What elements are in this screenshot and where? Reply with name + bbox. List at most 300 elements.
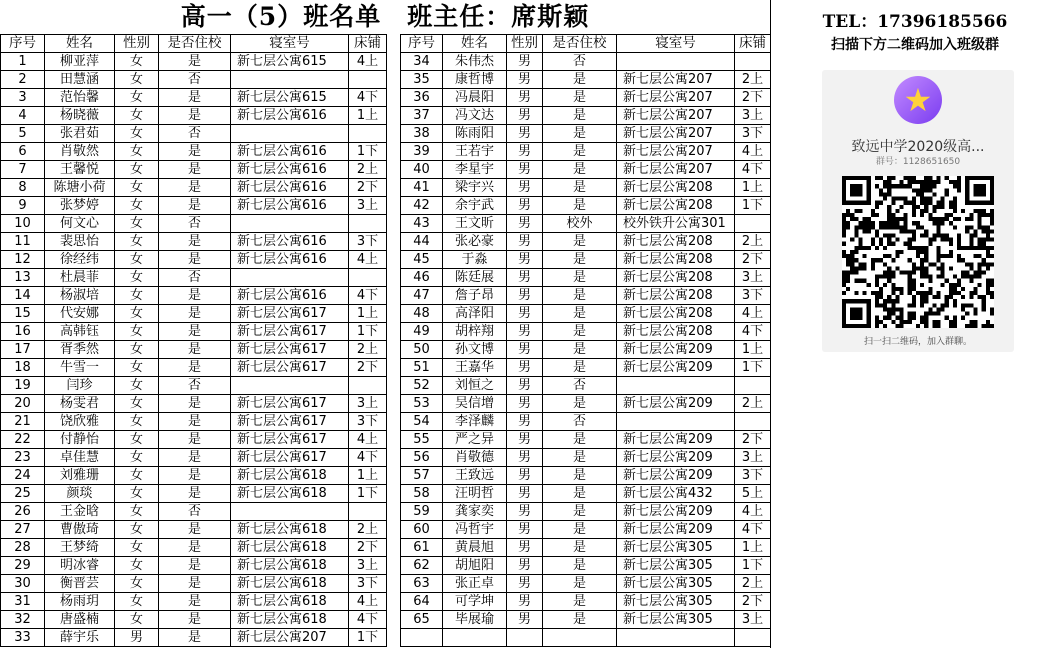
- cell-boarding: 是: [159, 539, 231, 557]
- cell-number: 48: [401, 305, 443, 323]
- cell-gender: 男: [507, 323, 543, 341]
- cell-dorm: 新七层公寓618: [231, 593, 349, 611]
- table-row: [401, 161, 771, 179]
- scan-instruction: 扫描下方二维码加入班级群: [831, 37, 999, 53]
- cell-gender: 男: [507, 377, 543, 395]
- cell-name: 颜琰: [45, 485, 115, 503]
- cell-dorm: [231, 215, 349, 233]
- cell-bed: 2上: [735, 395, 771, 413]
- cell-number: 37: [401, 107, 443, 125]
- cell-number: 22: [1, 431, 45, 449]
- cell-bed: 4上: [349, 431, 387, 449]
- table-row: [1, 413, 387, 431]
- cell-bed: [735, 629, 771, 647]
- cell-gender: 女: [115, 323, 159, 341]
- page-title: 高一（5）班名单 班主任：席斯颖: [180, 2, 590, 31]
- cell-name: 王若宇: [443, 143, 507, 161]
- cell-boarding: 是: [159, 359, 231, 377]
- cell-number: 56: [401, 449, 443, 467]
- cell-gender: 男: [507, 143, 543, 161]
- cell-number: 55: [401, 431, 443, 449]
- cell-name: 唐盛楠: [45, 611, 115, 629]
- cell-boarding: 是: [159, 611, 231, 629]
- cell-name: 徐经纬: [45, 251, 115, 269]
- cell-dorm: 新七层公寓617: [231, 431, 349, 449]
- cell-name: 衡晋芸: [45, 575, 115, 593]
- cell-name: 王致远: [443, 467, 507, 485]
- cell-boarding: 是: [159, 107, 231, 125]
- cell-number: 4: [1, 107, 45, 125]
- cell-boarding: 是: [159, 413, 231, 431]
- column-header: 寝室号: [231, 35, 349, 53]
- cell-bed: 3下: [735, 467, 771, 485]
- roster-table-left: [0, 34, 387, 647]
- cell-bed: 3上: [735, 269, 771, 287]
- table-row: [401, 359, 771, 377]
- cell-name: 高泽阳: [443, 305, 507, 323]
- table-row: [401, 521, 771, 539]
- cell-name: 余宇武: [443, 197, 507, 215]
- cell-bed: 4下: [735, 161, 771, 179]
- cell-gender: 女: [115, 143, 159, 161]
- cell-name: 付静怡: [45, 431, 115, 449]
- cell-dorm: 新七层公寓209: [617, 467, 735, 485]
- cell-bed: 3上: [349, 197, 387, 215]
- table-row: [1, 467, 387, 485]
- table-row: [401, 431, 771, 449]
- cell-name: 王金晗: [45, 503, 115, 521]
- cell-name: 张必豪: [443, 233, 507, 251]
- cell-gender: 男: [507, 359, 543, 377]
- cell-dorm: 新七层公寓209: [617, 521, 735, 539]
- cell-number: 41: [401, 179, 443, 197]
- cell-bed: 2下: [735, 89, 771, 107]
- cell-dorm: 新七层公寓618: [231, 557, 349, 575]
- table-row: [401, 629, 771, 647]
- cell-gender: 女: [115, 503, 159, 521]
- qr-card[interactable]: [822, 70, 1014, 352]
- cell-gender: 女: [115, 89, 159, 107]
- cell-number: 5: [1, 125, 45, 143]
- cell-name: 饶欣雅: [45, 413, 115, 431]
- cell-bed: 3上: [735, 107, 771, 125]
- cell-name: 陈廷展: [443, 269, 507, 287]
- cell-dorm: 新七层公寓617: [231, 341, 349, 359]
- cell-bed: [735, 413, 771, 431]
- cell-name: 范怡馨: [45, 89, 115, 107]
- cell-bed: 3下: [349, 413, 387, 431]
- cell-gender: 男: [507, 341, 543, 359]
- cell-number: 19: [1, 377, 45, 395]
- cell-dorm: 新七层公寓208: [617, 197, 735, 215]
- cell-gender: 男: [507, 593, 543, 611]
- cell-dorm: 新七层公寓618: [231, 575, 349, 593]
- cell-dorm: 新七层公寓208: [617, 305, 735, 323]
- cell-boarding: 是: [159, 395, 231, 413]
- cell-dorm: 新七层公寓208: [617, 269, 735, 287]
- cell-bed: [349, 125, 387, 143]
- table-row: [401, 395, 771, 413]
- cell-gender: 男: [507, 557, 543, 575]
- cell-dorm: [231, 71, 349, 89]
- table-row: [1, 89, 387, 107]
- cell-boarding: 是: [543, 71, 617, 89]
- cell-dorm: 新七层公寓207: [617, 107, 735, 125]
- cell-boarding: 是: [543, 323, 617, 341]
- cell-gender: 男: [507, 305, 543, 323]
- cell-bed: 1上: [735, 539, 771, 557]
- cell-name: 刘恒之: [443, 377, 507, 395]
- cell-boarding: 是: [543, 89, 617, 107]
- cell-gender: 男: [507, 611, 543, 629]
- cell-number: 11: [1, 233, 45, 251]
- cell-gender: 女: [115, 467, 159, 485]
- cell-boarding: 是: [543, 611, 617, 629]
- cell-name: 王梦绮: [45, 539, 115, 557]
- cell-dorm: [617, 413, 735, 431]
- cell-number: 13: [1, 269, 45, 287]
- cell-dorm: 新七层公寓616: [231, 161, 349, 179]
- cell-number: 9: [1, 197, 45, 215]
- cell-gender: 男: [507, 215, 543, 233]
- table-row: [401, 377, 771, 395]
- cell-number: 60: [401, 521, 443, 539]
- cell-name: 于淼: [443, 251, 507, 269]
- cell-dorm: 新七层公寓209: [617, 449, 735, 467]
- cell-boarding: 是: [543, 575, 617, 593]
- cell-number: 46: [401, 269, 443, 287]
- cell-dorm: 新七层公寓616: [231, 107, 349, 125]
- cell-dorm: 新七层公寓616: [231, 287, 349, 305]
- cell-gender: 女: [115, 233, 159, 251]
- table-row: [401, 197, 771, 215]
- cell-dorm: 新七层公寓209: [617, 395, 735, 413]
- cell-name: 梁宇兴: [443, 179, 507, 197]
- table-row: [1, 629, 387, 647]
- cell-gender: 女: [115, 395, 159, 413]
- table-row: [401, 125, 771, 143]
- cell-bed: 4下: [349, 449, 387, 467]
- cell-gender: 女: [115, 269, 159, 287]
- cell-name: 牛雪一: [45, 359, 115, 377]
- cell-bed: 4上: [735, 305, 771, 323]
- cell-name: 龚家奕: [443, 503, 507, 521]
- cell-gender: 女: [115, 71, 159, 89]
- column-header: 是否住校: [159, 35, 231, 53]
- cell-name: 肖敬德: [443, 449, 507, 467]
- cell-gender: 男: [507, 269, 543, 287]
- cell-gender: 女: [115, 521, 159, 539]
- cell-gender: 女: [115, 125, 159, 143]
- cell-bed: [735, 377, 771, 395]
- table-row: [1, 233, 387, 251]
- cell-gender: 男: [507, 125, 543, 143]
- cell-dorm: 新七层公寓305: [617, 593, 735, 611]
- table-row: [401, 611, 771, 629]
- table-row: [1, 341, 387, 359]
- cell-number: 23: [1, 449, 45, 467]
- cell-dorm: 新七层公寓618: [231, 467, 349, 485]
- cell-gender: 女: [115, 575, 159, 593]
- cell-dorm: 新七层公寓207: [617, 71, 735, 89]
- table-row: [401, 305, 771, 323]
- cell-gender: 女: [115, 557, 159, 575]
- table-row: [401, 215, 771, 233]
- cell-gender: 女: [115, 449, 159, 467]
- cell-boarding: 是: [159, 323, 231, 341]
- table-row: [1, 269, 387, 287]
- table-row: [401, 53, 771, 71]
- cell-name: 杨晓薇: [45, 107, 115, 125]
- table-header-row: [401, 35, 771, 53]
- cell-bed: 3下: [349, 575, 387, 593]
- cell-boarding: 是: [159, 557, 231, 575]
- cell-number: 10: [1, 215, 45, 233]
- cell-gender: 女: [115, 431, 159, 449]
- cell-boarding: 否: [543, 377, 617, 395]
- cell-bed: 1上: [349, 467, 387, 485]
- cell-name: 孙文博: [443, 341, 507, 359]
- cell-number: 61: [401, 539, 443, 557]
- cell-name: 黄晨旭: [443, 539, 507, 557]
- cell-name: 陈雨阳: [443, 125, 507, 143]
- cell-bed: 2上: [349, 161, 387, 179]
- cell-bed: [349, 215, 387, 233]
- cell-name: 杜晨菲: [45, 269, 115, 287]
- cell-boarding: 是: [543, 143, 617, 161]
- cell-bed: [735, 53, 771, 71]
- cell-dorm: 新七层公寓617: [231, 323, 349, 341]
- cell-boarding: 是: [159, 89, 231, 107]
- cell-boarding: 是: [159, 629, 231, 647]
- cell-gender: 男: [507, 161, 543, 179]
- cell-name: 明冰睿: [45, 557, 115, 575]
- cell-dorm: 新七层公寓616: [231, 143, 349, 161]
- cell-name: 胡旭阳: [443, 557, 507, 575]
- cell-number: 38: [401, 125, 443, 143]
- cell-bed: 4上: [349, 251, 387, 269]
- cell-dorm: 新七层公寓617: [231, 395, 349, 413]
- cell-dorm: 新七层公寓616: [231, 251, 349, 269]
- cell-gender: 女: [115, 485, 159, 503]
- cell-bed: 4上: [735, 143, 771, 161]
- cell-bed: 2下: [735, 251, 771, 269]
- cell-boarding: 是: [543, 485, 617, 503]
- cell-name: 刘雅珊: [45, 467, 115, 485]
- cell-dorm: 新七层公寓305: [617, 557, 735, 575]
- column-header: 是否住校: [543, 35, 617, 53]
- table-row: [401, 503, 771, 521]
- cell-number: 65: [401, 611, 443, 629]
- cell-boarding: 是: [159, 467, 231, 485]
- cell-number: 43: [401, 215, 443, 233]
- cell-name: 胥季然: [45, 341, 115, 359]
- star-icon: ★: [903, 81, 933, 119]
- cell-name: 肖敬然: [45, 143, 115, 161]
- cell-gender: 男: [507, 89, 543, 107]
- cell-dorm: 新七层公寓209: [617, 359, 735, 377]
- cell-name: 冯文达: [443, 107, 507, 125]
- cell-dorm: 新七层公寓618: [231, 611, 349, 629]
- cell-number: 59: [401, 503, 443, 521]
- cell-gender: 女: [115, 215, 159, 233]
- table-row: [1, 431, 387, 449]
- cell-name: 可学坤: [443, 593, 507, 611]
- cell-number: 2: [1, 71, 45, 89]
- cell-bed: 1下: [735, 197, 771, 215]
- cell-name: 王文昕: [443, 215, 507, 233]
- cell-boarding: 否: [159, 71, 231, 89]
- table-row: [401, 413, 771, 431]
- table-row: [401, 233, 771, 251]
- cell-bed: 1下: [735, 557, 771, 575]
- cell-number: 15: [1, 305, 45, 323]
- cell-gender: 男: [507, 287, 543, 305]
- cell-bed: 4下: [349, 287, 387, 305]
- cell-dorm: 新七层公寓208: [617, 233, 735, 251]
- cell-bed: 3上: [735, 449, 771, 467]
- cell-bed: 3下: [349, 233, 387, 251]
- cell-bed: 2下: [349, 179, 387, 197]
- cell-name: 李泽麟: [443, 413, 507, 431]
- cell-number: 63: [401, 575, 443, 593]
- cell-boarding: 否: [543, 53, 617, 71]
- column-header: 序号: [401, 35, 443, 53]
- cell-gender: 男: [507, 233, 543, 251]
- cell-number: 62: [401, 557, 443, 575]
- cell-boarding: 是: [543, 179, 617, 197]
- cell-boarding: 是: [543, 251, 617, 269]
- cell-name: 田慧涵: [45, 71, 115, 89]
- cell-number: 6: [1, 143, 45, 161]
- cell-bed: 2上: [735, 71, 771, 89]
- cell-boarding: 是: [543, 539, 617, 557]
- cell-boarding: 是: [159, 449, 231, 467]
- table-row: [1, 251, 387, 269]
- qr-tip: 扫一扫二维码，加入群聊。: [863, 337, 972, 347]
- cell-dorm: 新七层公寓208: [617, 251, 735, 269]
- cell-boarding: 是: [543, 125, 617, 143]
- table-row: [1, 143, 387, 161]
- cell-bed: 3下: [735, 287, 771, 305]
- cell-dorm: [231, 269, 349, 287]
- table-row: [1, 125, 387, 143]
- cell-number: 40: [401, 161, 443, 179]
- cell-number: 1: [1, 53, 45, 71]
- cell-bed: 5上: [735, 485, 771, 503]
- cell-boarding: 是: [543, 395, 617, 413]
- qr-code[interactable]: [842, 176, 994, 328]
- cell-bed: 4上: [735, 503, 771, 521]
- cell-number: 12: [1, 251, 45, 269]
- cell-number: 45: [401, 251, 443, 269]
- cell-dorm: 新七层公寓305: [617, 611, 735, 629]
- cell-bed: 2上: [735, 233, 771, 251]
- table-row: [401, 485, 771, 503]
- cell-dorm: 新七层公寓207: [231, 629, 349, 647]
- table-row: [401, 269, 771, 287]
- table-row: [1, 323, 387, 341]
- cell-dorm: 新七层公寓616: [231, 179, 349, 197]
- table-row: [401, 539, 771, 557]
- cell-bed: 2上: [349, 521, 387, 539]
- cell-name: 王馨悦: [45, 161, 115, 179]
- cell-gender: 女: [115, 251, 159, 269]
- table-row: [1, 215, 387, 233]
- cell-boarding: 否: [159, 215, 231, 233]
- cell-name: 詹子昂: [443, 287, 507, 305]
- cell-name: 曹傲琦: [45, 521, 115, 539]
- cell-boarding: 是: [543, 359, 617, 377]
- cell-boarding: 是: [159, 575, 231, 593]
- cell-bed: 4上: [349, 53, 387, 71]
- table-row: [1, 539, 387, 557]
- cell-boarding: 是: [159, 251, 231, 269]
- cell-number: 14: [1, 287, 45, 305]
- group-name: 致远中学2020级高...: [851, 139, 985, 155]
- cell-gender: 男: [507, 413, 543, 431]
- cell-gender: 男: [507, 251, 543, 269]
- cell-bed: 2下: [735, 431, 771, 449]
- table-row: [401, 71, 771, 89]
- cell-boarding: 是: [159, 485, 231, 503]
- cell-dorm: 新七层公寓209: [617, 503, 735, 521]
- teacher-phone: TEL：17396185566: [822, 12, 1008, 32]
- cell-name: 康哲博: [443, 71, 507, 89]
- column-header: 姓名: [45, 35, 115, 53]
- cell-boarding: 是: [159, 161, 231, 179]
- cell-dorm: 新七层公寓616: [231, 233, 349, 251]
- cell-gender: 男: [507, 485, 543, 503]
- cell-boarding: 是: [159, 53, 231, 71]
- cell-boarding: 是: [159, 179, 231, 197]
- cell-boarding: 是: [159, 305, 231, 323]
- cell-gender: 男: [507, 179, 543, 197]
- cell-boarding: 是: [543, 107, 617, 125]
- table-row: [401, 323, 771, 341]
- table-row: [1, 53, 387, 71]
- table-row: [401, 575, 771, 593]
- cell-gender: 男: [507, 53, 543, 71]
- cell-dorm: [231, 125, 349, 143]
- table-row: [1, 503, 387, 521]
- table-row: [1, 179, 387, 197]
- cell-number: 35: [401, 71, 443, 89]
- table-row: [401, 107, 771, 125]
- cell-dorm: [231, 377, 349, 395]
- cell-dorm: 新七层公寓305: [617, 539, 735, 557]
- cell-dorm: 新七层公寓432: [617, 485, 735, 503]
- cell-gender: 男: [507, 521, 543, 539]
- cell-boarding: 否: [159, 503, 231, 521]
- cell-name: 柳亚萍: [45, 53, 115, 71]
- cell-bed: 3上: [349, 395, 387, 413]
- cell-name: 闫珍: [45, 377, 115, 395]
- cell-name: 张君茹: [45, 125, 115, 143]
- cell-number: 27: [1, 521, 45, 539]
- cell-gender: 男: [507, 539, 543, 557]
- cell-bed: 1上: [735, 179, 771, 197]
- cell-boarding: [543, 629, 617, 647]
- cell-name: 胡梓翔: [443, 323, 507, 341]
- cell-gender: 女: [115, 287, 159, 305]
- cell-boarding: 是: [159, 143, 231, 161]
- cell-number: 52: [401, 377, 443, 395]
- cell-name: 高韩钰: [45, 323, 115, 341]
- cell-number: [401, 629, 443, 647]
- cell-number: 16: [1, 323, 45, 341]
- cell-name: 吴信增: [443, 395, 507, 413]
